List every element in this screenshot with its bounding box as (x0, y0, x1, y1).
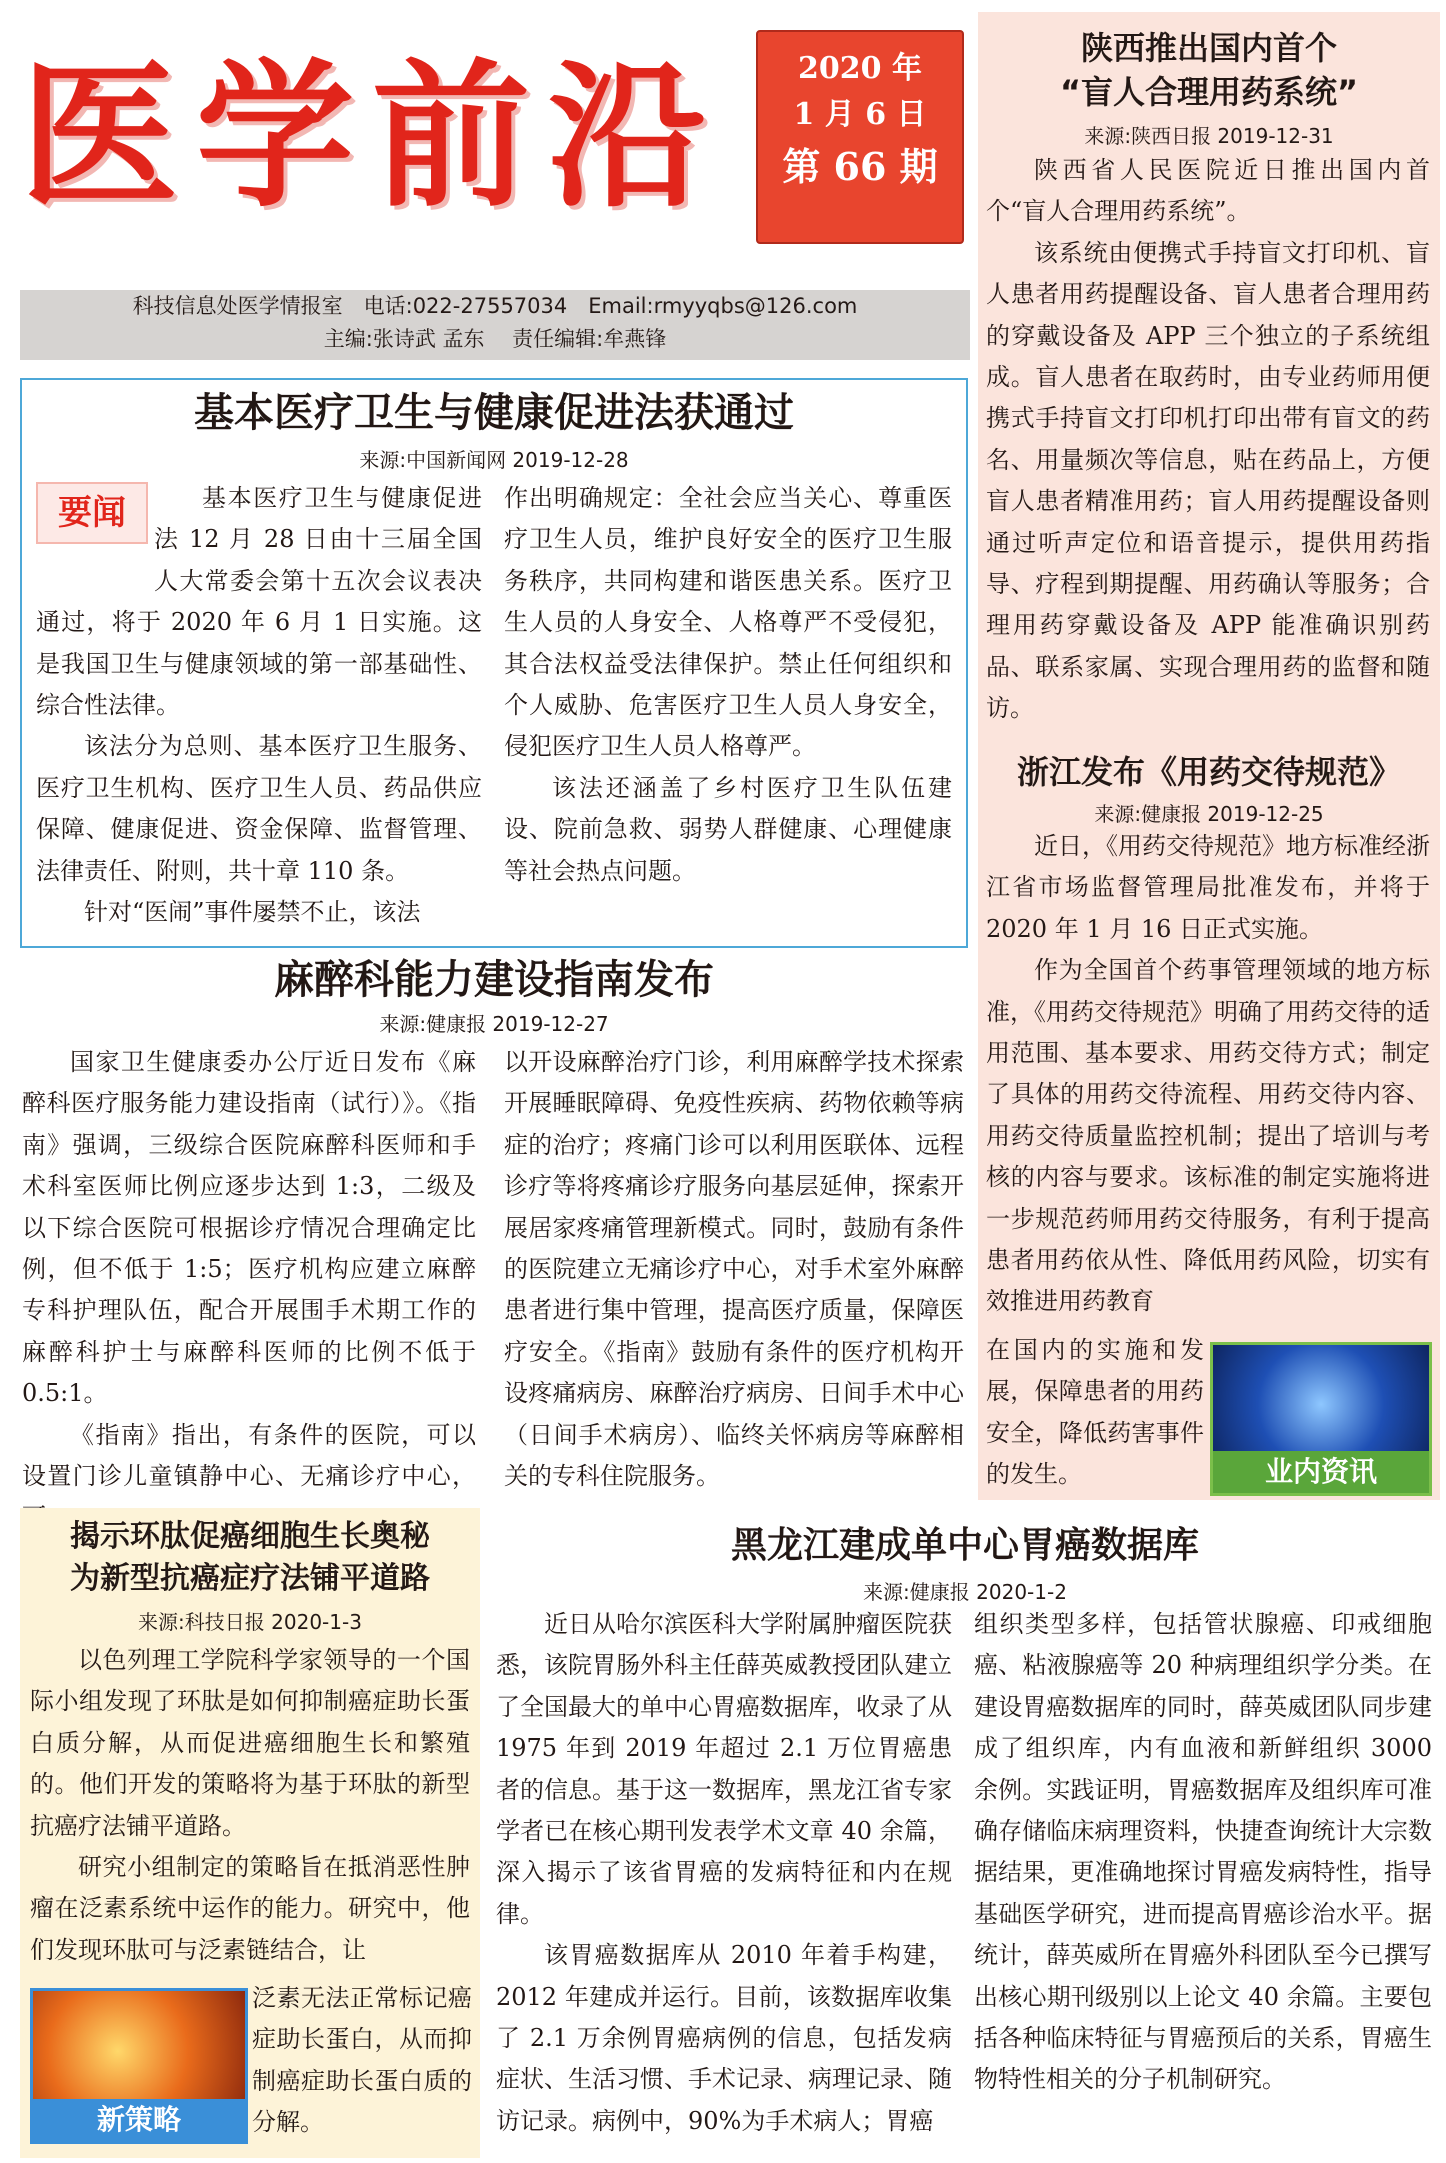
article-4-para: 该胃癌数据库从 2010 年着手构建，2012 年建成并运行。目前，该数据库收集了 2.1 万余例胃癌病例的信息，包括发病症状、生活习惯、手术记录、病理记录、随访记录。病例中，90%为手术病人；胃癌 (496, 1941, 952, 2135)
sidebar-2-body (986, 826, 1430, 1328)
article-1-para: 针对“医闹”事件屡禁不止，该法 (84, 898, 421, 927)
article-3-title-line-1: 揭示环肽促癌细胞生长奥秘 (70, 1519, 430, 1554)
issue-number: 第 66 期 (782, 144, 938, 189)
article-3-source: 来源:科技日报 2020-1-3 (138, 1610, 362, 1634)
issue-year: 2020 年 (798, 51, 922, 86)
sidebar-1-source: 来源:陕西日报 2019-12-31 (1084, 124, 1334, 148)
article-4-col-2 (974, 1604, 1432, 2156)
article-3-para: 研究小组制定的策略旨在抵消恶性肿瘤在泛素系统中运作的能力。研究中，他们发现环肽可与泛素链结合，让 (30, 1853, 470, 1964)
article-4-title: 黑龙江建成单中心胃癌数据库 (730, 1525, 1199, 1566)
news-tag: 要闻 (36, 482, 148, 544)
article-2-para: 国家卫生健康委办公厅近日发布《麻醉科医疗服务能力建设指南（试行）》。《指南》强调，三级综合医院麻醉科医师和手术科室医师比例应逐步达到 1:3，二级及以下综合医院可根据诊疗情况合理确定比例，但不低于 1:5；医疗机构应建立麻醉专科护理队伍，配合开展围手术期工作的麻醉科护士与麻醉科医师的比例不低于 0.5:1。 (22, 1048, 476, 1408)
issue-date-box (756, 30, 964, 244)
sidebar-1-title-line-1: 陕西推出国内首个 (1080, 29, 1337, 67)
sidebar-1-para: 陕西省人民医院近日推出国内首个“盲人合理用药系统”。 (986, 156, 1430, 226)
article-2-para: 《指南》指出，有条件的医院，可以设置门诊儿童镇静中心、无痛诊疗中心， (22, 1420, 476, 1491)
article-1-source: 来源:中国新闻网 2019-12-28 (359, 448, 629, 472)
info-bar (20, 290, 970, 360)
article-2-col-1 (22, 1042, 476, 1500)
article-3-body (30, 1640, 470, 1962)
article-1-col-1 (36, 478, 482, 938)
new-strategy-caption: 新策略 (33, 2099, 245, 2141)
sidebar-2-tail (986, 1330, 1204, 1498)
industry-news-caption: 业内资讯 (1213, 1451, 1429, 1493)
info-contact: 科技信息处医学情报室 电话:022-27557034 Email:rmyyqbs@126.com (132, 294, 858, 318)
article-1-para: 作出明确规定：全社会应当关心、尊重医疗卫生人员，维护良好安全的医疗卫生服务秩序，共同构建和谐医患关系。医疗卫生人员的人身安全、人格尊严不受侵犯，其合法权益受法律保护。禁止任何组织和个人威胁、危害医疗卫生人员人身安全，侵犯医疗卫生人员人格尊严。 (504, 484, 952, 761)
article-1-para: 该法分为总则、基本医疗卫生服务、医疗卫生机构、医疗卫生人员、药品供应保障、健康促进、资金保障、监督管理、法律责任、附则，共十章 110 条。 (36, 732, 482, 885)
sidebar-2-title: 浙江发布《用药交待规范》 (1016, 753, 1401, 791)
sidebar-2-para: 作为全国首个药事管理领域的地方标准，《用药交待规范》明确了用药交待的适用范围、基本要求、用药交待方式；制定了具体的用药交待流程、用药交待内容、用药交待质量监控机制；提出了培训与考核的内容与要求。该标准的制定实施将进一步规范药师用药交待服务，有利于提高患者用药依从性、降低用药风险，切实有效推进用药教育 (986, 956, 1430, 1316)
article-1-title: 基本医疗卫生与健康促进法获通过 (194, 390, 794, 436)
sidebar-1-body (986, 150, 1430, 730)
sidebar-1-title-line-2: “盲人合理用药系统” (1059, 73, 1359, 111)
article-1-col-2 (504, 478, 952, 938)
sidebar-2-para: 近日，《用药交待规范》地方标准经浙江省市场监督管理局批准发布，并将于 2020 年 1 月 16 日正式实施。 (986, 832, 1430, 943)
article-4-para: 组织类型多样，包括管状腺癌、印戒细胞癌、粘液腺癌等 20 种病理组织学分类。在建设胃癌数据库的同时，薛英威团队同步建成了组织库，内有血液和新鲜组织 3000 余例。实践证明，胃癌数据库及组织库可准确存储临床病理资料，快捷查询统计大宗数据结果，更准确地探讨胃癌发病特性，指导基础医学研究，进而提高胃癌诊治水平。据统计，薛英威所在胃癌外科团队至今已撰写出核心期刊级别以上论文 40 余篇。主要包括各种临床特征与胃癌预后的关系，胃癌生物特性相关的分子机制研究。 (974, 1610, 1432, 2094)
article-2-col-2 (504, 1042, 964, 1500)
sidebar-1-para: 该系统由便携式手持盲文打印机、盲人患者用药提醒设备、盲人患者合理用药的穿戴设备及 APP 三个独立的子系统组成。盲人患者在取药时，由专业药师用便携式手持盲文打印机打印出带有盲文的药名、用量频次等信息，贴在药品上，方便盲人患者精准用药；盲人用药提醒设备则通过听声定位和语音提示，提供用药指导、疗程到期提醒、用药确认等服务；合理用药穿戴设备及 APP 能准确识别药品、联系家属、实现合理用药的监督和随访。 (986, 238, 1430, 723)
article-4-para: 近日从哈尔滨医科大学附属肿瘤医院获悉，该院胃肠外科主任薛英威教授团队建立了全国最大的单中心胃癌数据库，收录了从 1975 年到 2019 年超过 2.1 万位胃癌患者的信息。基于这一数据库，黑龙江省专家学者已在核心期刊发表学术文章 40 余篇，深入揭示了该省胃癌的发病特征和内在规律。 (496, 1610, 952, 1928)
sidebar-2-source: 来源:健康报 2019-12-25 (1094, 802, 1324, 826)
new-strategy-image (30, 1988, 248, 2144)
industry-news-image (1210, 1342, 1432, 1496)
issue-date: 1 月 6 日 (793, 97, 927, 132)
article-3-tail (252, 1978, 472, 2148)
article-3-title-line-2: 为新型抗癌症疗法铺平道路 (70, 1561, 430, 1596)
article-4-source: 来源:健康报 2020-1-2 (863, 1580, 1067, 1604)
article-2-para: 以开设麻醉治疗门诊，利用麻醉学技术探索开展睡眠障碍、免疫性疾病、药物依赖等病症的治疗；疼痛门诊可以利用医联体、远程诊疗等将疼痛诊疗服务向基层延伸，探索开展居家疼痛管理新模式。同时，鼓励有条件的医院建立无痛诊疗中心，对手术室外麻醉患者进行集中管理，提高医疗质量，保障医疗安全。《指南》鼓励有条件的医疗机构开设疼痛病房、麻醉治疗病房、日间手术中心（日间手术病房）、临终关怀病房等麻醉相关的专科住院服务。 (504, 1048, 964, 1491)
article-4-col-1 (496, 1604, 952, 2156)
article-1-para: 基本医疗卫生与健康促进法 12 月 28 日由十三届全国人大常委会第十五次会议表决通过，将于 2020 年 6 月 1 日实施。这是我国卫生与健康领域的第一部基础性、综合性法律。 (36, 484, 482, 720)
article-1-para: 该法还涵盖了乡村医疗卫生队伍建设、院前急救、弱势人群健康、心理健康等社会热点问题。 (504, 773, 952, 885)
article-2-source: 来源:健康报 2019-12-27 (379, 1012, 609, 1036)
article-3-para: 以色列理工学院科学家领导的一个国际小组发现了环肽是如何抑制癌症助长蛋白质分解，从而促进癌细胞生长和繁殖的。他们开发的策略将为基于环肽的新型抗癌疗法铺平道路。 (30, 1646, 470, 1840)
masthead-title: 医学前沿 (20, 44, 724, 229)
article-3-para: 泛素无法正常标记癌症助长蛋白，从而抑制癌症助长蛋白质的分解。 (252, 1984, 472, 2137)
sidebar-2-para: 在国内的实施和发展，保障患者的用药安全，降低药害事件的发生。 (986, 1336, 1204, 1489)
info-editors: 主编:张诗武 孟东 责任编辑:牟燕锋 (323, 327, 667, 351)
article-2-title: 麻醉科能力建设指南发布 (274, 957, 714, 1003)
